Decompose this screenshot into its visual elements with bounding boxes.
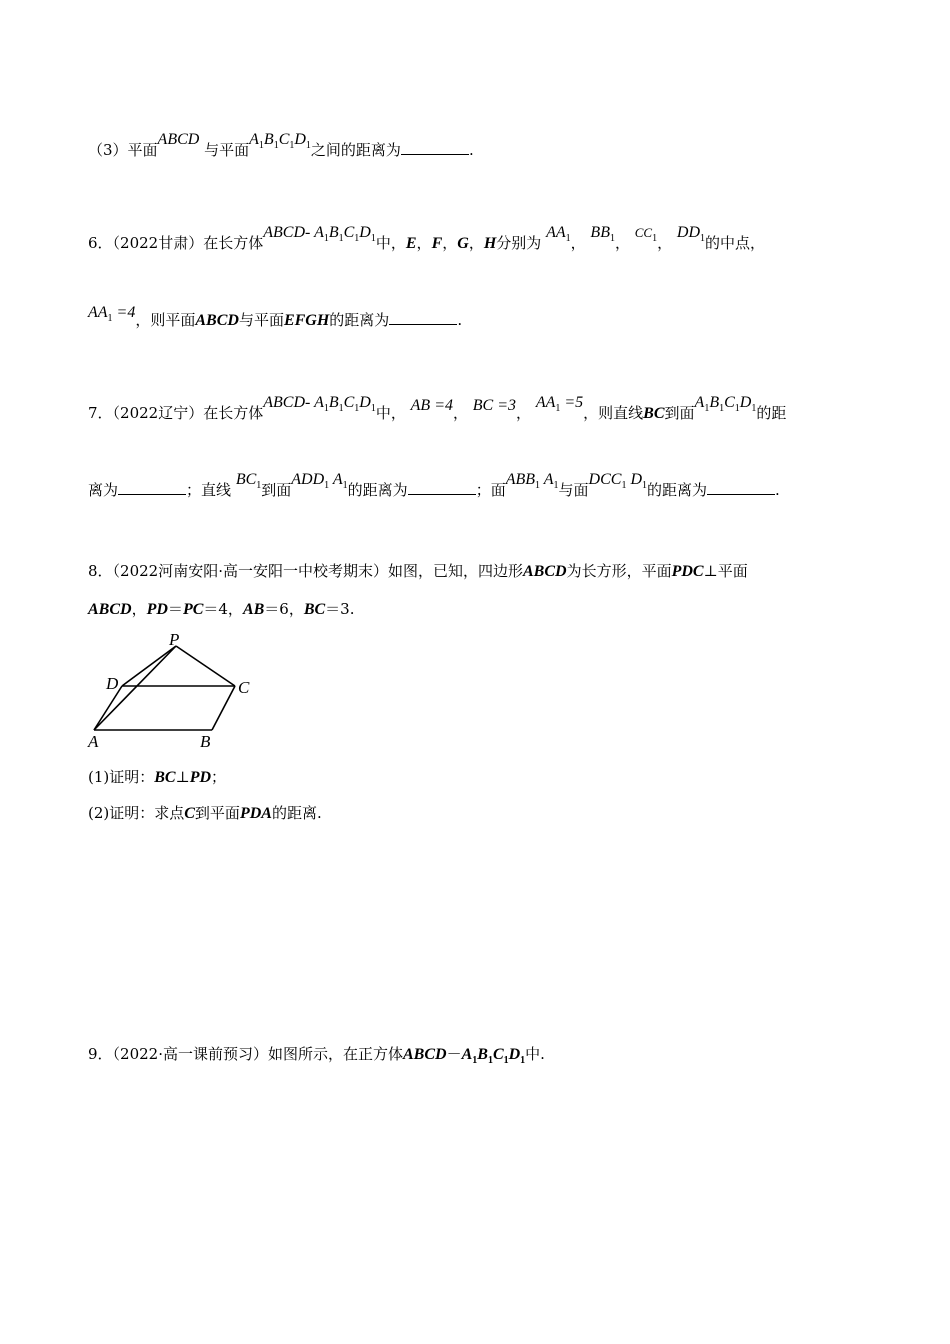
ab-eq: AB =4 — [410, 397, 453, 414]
q7-line1: 7．（2022辽宁）在长方体ABCD- $A_1B_1C_1D_1$中， AB =4， BC =3， $AA_1 =5$，则直线BC到面$A_1B_1C_1D_1$的距 — [88, 394, 787, 422]
label-c: C — [238, 678, 250, 697]
q7-solid: ABCD- $A_1B_1C_1D_1$ — [263, 394, 376, 414]
answer-blank[interactable] — [408, 480, 476, 495]
edge-bb1: $BB_1$ — [590, 224, 615, 244]
line-bc: BC — [643, 405, 665, 422]
label-b: B — [200, 732, 211, 751]
edge-pc — [176, 646, 235, 686]
face-abb1a1: $ABB_1$ $A_1$ — [505, 471, 559, 491]
answer-blank[interactable] — [401, 140, 469, 155]
bc-eq: BC =3 — [472, 397, 517, 414]
edge-bc — [212, 686, 235, 730]
q5-part3-line: （3）平面ABCD 与平面$A_1B_1C_1D_1$之间的距离为 . — [88, 131, 474, 159]
q6-line1: 6．（2022甘肃）在长方体ABCD- $A_1B_1C_1D_1$中，E，F，G，H分别为 $AA_1$， $BB_1$， $CC_1$， $DD_1$的中点， — [88, 224, 766, 252]
label-d: D — [106, 674, 119, 693]
label-p: P — [169, 630, 180, 649]
edge-aa1: $AA_1$ — [546, 224, 571, 244]
plane-a1b1c1d1: $A_1B_1C_1D_1$ — [249, 131, 311, 151]
answer-blank[interactable] — [118, 480, 186, 495]
q5-part3-prefix: （3）平面 — [88, 141, 158, 159]
q5-part3-mid: 与平面 — [204, 141, 250, 159]
face-add1a1: $ADD_1$ $A_1$ — [291, 471, 348, 491]
edge-aa1-eq: $AA_1 =4$ — [88, 304, 136, 324]
q7-line2: 离为 ；直线 $BC_1$到面$ADD_1$ $A_1$的距离为 ；面$ABB_1$ $A_1$与面$DCC_1$ $D_1$的距离为 . — [88, 471, 780, 499]
answer-blank[interactable] — [707, 480, 775, 495]
q6-source: （2022甘肃）在长方体 — [112, 234, 264, 252]
q9-top-face: $A_1B_1C_1D_1$ — [461, 1046, 526, 1066]
point-g: G — [457, 235, 469, 252]
edge-pd — [122, 646, 176, 686]
q9-line: 9．（2022·高一课前预习）如图所示，在正方体$ABCD-A_1B_1C_1D_1$中. — [88, 1045, 545, 1066]
q5-part3-suffix: 之间的距离为 — [310, 141, 401, 159]
q6-line2: $AA_1 =4$，则平面ABCD与平面EFGH的距离为 . — [88, 304, 463, 329]
q6-solid: ABCD- $A_1B_1C_1D_1$ — [263, 224, 376, 244]
q8-figure — [80, 628, 270, 754]
q8-stem: 8．（2022河南安阳·高一安阳一中校考期末）如图，已知，四边形 — [88, 562, 523, 580]
answer-blank[interactable] — [389, 310, 457, 325]
face-dcc1d1: $DCC_1$ $D_1$ — [588, 471, 648, 491]
edge-cc1: $CC_1$ — [634, 225, 658, 244]
plane-efgh: EFGH — [283, 312, 330, 329]
plane-abcd: ABCD — [157, 131, 200, 148]
q7-number: 7． — [88, 404, 113, 422]
aa1-eq: $AA_1 =5$ — [535, 394, 584, 414]
q6-number: 6． — [88, 234, 113, 252]
edge-dd1: $DD_1$ — [676, 224, 706, 244]
point-f: F — [431, 235, 443, 252]
q9-stem: 9．（2022·高一课前预习）如图所示，在正方体 — [88, 1045, 403, 1063]
q7-source: （2022辽宁）在长方体 — [112, 404, 264, 422]
q8-line2: ABCD，PD＝PC＝4，AB＝6，BC＝3. — [88, 600, 355, 618]
point-h: H — [483, 235, 497, 252]
q8-sub2: (2)证明：求点C到平面PDA的距离. — [88, 804, 322, 822]
label-a: A — [88, 732, 99, 751]
face-a1b1c1d1: $A_1B_1C_1D_1$ — [694, 394, 757, 414]
plane-abcd-bold: ABCD — [195, 312, 239, 329]
line-bc1: $BC_1$ — [235, 471, 262, 491]
q8-sub1: (1)证明：BC⊥PD； — [88, 768, 227, 786]
q8-line1: 8．（2022河南安阳·高一安阳一中校考期末）如图，已知，四边形ABCD为长方形，平面PDC⊥平面 — [88, 562, 748, 580]
point-e: E — [405, 235, 417, 252]
